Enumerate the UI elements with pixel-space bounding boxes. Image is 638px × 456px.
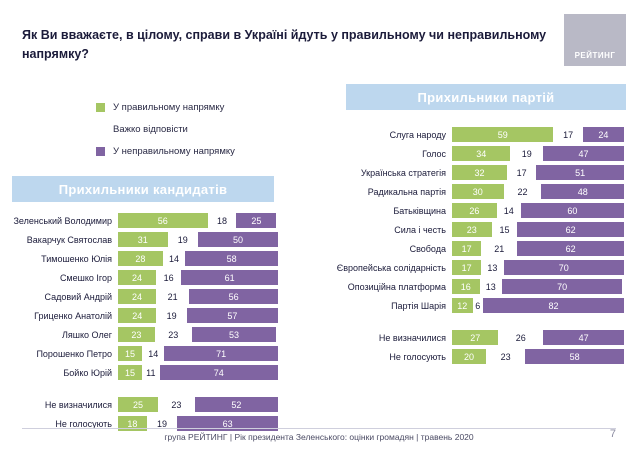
chart-row-spacer: [8, 383, 278, 396]
chart-bar-label: Сила і честь: [394, 224, 446, 235]
chart-bar-row: [8, 345, 278, 362]
chart-bar-row: [330, 202, 624, 219]
chart-bar-label: Зеленський Володимир: [13, 215, 112, 226]
chart-bar-segment: 58: [185, 251, 278, 266]
chart-bar-segment: 50: [198, 232, 278, 247]
chart-bar-row: [330, 297, 624, 314]
chart-candidates: [8, 212, 278, 434]
chart-bar-row: [330, 164, 624, 181]
chart-bar-label: Садовий Андрій: [44, 291, 112, 302]
chart-bar-segment: 47: [543, 330, 624, 345]
chart-bar-segment: 23: [158, 397, 195, 412]
chart-bar-label: Смешко Ігор: [59, 272, 112, 283]
chart-bar-stack: [118, 346, 278, 361]
chart-bar-stack: [452, 184, 624, 199]
chart-bar-label: Не голосують: [55, 418, 112, 429]
chart-bar-segment: 18: [208, 213, 237, 228]
chart-bar-stack: [118, 397, 278, 412]
chart-bar-segment: 53: [192, 327, 277, 342]
chart-bar-segment: 52: [195, 397, 278, 412]
chart-bar-segment: 13: [481, 260, 503, 275]
chart-bar-segment: 19: [156, 308, 186, 323]
chart-bar-row: [330, 183, 624, 200]
chart-bar-row: [8, 396, 278, 413]
panel-header-candidates: [12, 176, 274, 202]
chart-bar-label: Європейська солідарність: [336, 262, 446, 273]
chart-bar-stack: [118, 289, 278, 304]
chart-bar-segment: 18: [118, 416, 147, 431]
chart-bar-label: Голос: [422, 148, 446, 159]
chart-bar-label: Українська стратегія: [360, 167, 446, 178]
chart-bar-segment: 23: [452, 222, 492, 237]
panel-header-parties-label: Прихильники партій: [417, 89, 555, 105]
chart-bar-segment: 71: [164, 346, 278, 361]
chart-bar-stack: [452, 298, 624, 313]
chart-bar-label: Слуга народу: [389, 129, 446, 140]
chart-bar-row: [8, 288, 278, 305]
chart-bar-label: Партія Шарія: [391, 300, 446, 311]
chart-bar-stack: [452, 279, 624, 294]
brand-logo-text: РЕЙТИНГ: [574, 51, 616, 60]
chart-bar-segment: 30: [452, 184, 504, 199]
footer: [0, 428, 638, 448]
chart-bar-segment: 24: [118, 289, 156, 304]
chart-bar-segment: 28: [118, 251, 163, 266]
legend-swatch-icon: [96, 147, 105, 156]
chart-bar-segment: 57: [187, 308, 278, 323]
chart-bar-row: [330, 240, 624, 257]
chart-bar-segment: 62: [517, 241, 624, 256]
chart-bar-segment: 23: [486, 349, 525, 364]
chart-bar-stack: [452, 241, 624, 256]
panel-header-parties: [346, 84, 626, 110]
chart-bar-segment: 23: [118, 327, 155, 342]
chart-bar-segment: 26: [498, 330, 543, 345]
chart-bar-label: Порошенко Петро: [36, 348, 112, 359]
chart-bar-row: [330, 126, 624, 143]
chart-bar-stack: [452, 330, 624, 345]
chart-bar-label: Свобода: [409, 243, 446, 254]
chart-bar-row: [8, 269, 278, 286]
chart-bar-segment: 21: [156, 289, 189, 304]
chart-bar-segment: 15: [118, 346, 142, 361]
chart-bar-segment: 17: [553, 127, 582, 142]
chart-bar-row: [330, 221, 624, 238]
chart-bar-segment: 32: [452, 165, 507, 180]
chart-bar-stack: [452, 222, 624, 237]
chart-bar-row: [330, 145, 624, 162]
chart-bar-row: [330, 278, 624, 295]
chart-bar-label: Радикальна партія: [367, 186, 446, 197]
chart-bar-segment: 25: [236, 213, 276, 228]
chart-bar-row: [8, 364, 278, 381]
chart-bar-segment: 58: [525, 349, 624, 364]
chart-bar-segment: 60: [521, 203, 624, 218]
legend-swatch-icon: [96, 125, 105, 134]
chart-legend: [96, 96, 316, 162]
legend-item-label: У правильному напрямку: [113, 101, 225, 113]
chart-bar-stack: [118, 213, 278, 228]
chart-bar-stack: [118, 251, 278, 266]
chart-bar-row: [8, 307, 278, 324]
chart-bar-stack: [452, 146, 624, 161]
chart-bar-label: Бойко Юрій: [63, 367, 112, 378]
chart-bar-label: Не визначилися: [378, 332, 446, 343]
chart-bar-segment: 19: [168, 232, 198, 247]
page-title: Як Ви вважаєте, в цілому, справи в Україні йдуть у правильному чи неправильному напрямку?: [22, 28, 547, 61]
chart-bar-segment: 48: [541, 184, 624, 199]
chart-bar-segment: 13: [480, 279, 502, 294]
chart-bar-stack: [452, 165, 624, 180]
chart-bar-row: [8, 231, 278, 248]
chart-bar-stack: [452, 349, 624, 364]
legend-item-label: У неправильному напрямку: [113, 145, 235, 157]
chart-bar-label: Ляшко Олег: [62, 329, 112, 340]
legend-item: [96, 96, 316, 118]
chart-bar-segment: 20: [452, 349, 486, 364]
chart-bar-stack: [118, 327, 278, 342]
chart-bar-row: [8, 326, 278, 343]
chart-bar-label: Опозиційна платформа: [347, 281, 446, 292]
chart-bar-segment: 6: [473, 298, 483, 313]
chart-bar-stack: [452, 127, 624, 142]
chart-bar-label: Не голосують: [389, 351, 446, 362]
chart-bar-segment: 31: [118, 232, 168, 247]
chart-bar-segment: 16: [452, 279, 480, 294]
chart-bar-row: [330, 259, 624, 276]
chart-bar-row: [330, 329, 624, 346]
footer-divider: [22, 428, 616, 429]
chart-bar-segment: 19: [147, 416, 177, 431]
chart-bar-stack: [452, 203, 624, 218]
chart-bar-segment: 62: [517, 222, 624, 237]
chart-bar-segment: 61: [181, 270, 278, 285]
chart-bar-segment: 34: [452, 146, 510, 161]
chart-bar-segment: 59: [452, 127, 553, 142]
chart-bar-segment: 25: [118, 397, 158, 412]
chart-bar-stack: [118, 365, 278, 380]
chart-bar-row: [330, 348, 624, 365]
chart-bar-label: Тимошенко Юлія: [41, 253, 112, 264]
chart-bar-segment: 16: [156, 270, 181, 285]
chart-bar-segment: 51: [536, 165, 624, 180]
chart-bar-segment: 14: [497, 203, 521, 218]
chart-bar-label: Не визначилися: [44, 399, 112, 410]
chart-bar-segment: 17: [452, 241, 481, 256]
chart-bar-segment: 24: [118, 308, 156, 323]
page-number: 7: [609, 428, 616, 440]
chart-bar-segment: 11: [142, 365, 160, 380]
chart-bar-segment: 24: [118, 270, 156, 285]
chart-bar-segment: 15: [118, 365, 142, 380]
chart-bar-segment: 24: [583, 127, 624, 142]
panel-header-candidates-label: Прихильники кандидатів: [58, 181, 228, 197]
chart-bar-stack: [118, 270, 278, 285]
chart-bar-segment: 12: [452, 298, 473, 313]
chart-bar-segment: 47: [543, 146, 624, 161]
chart-bar-segment: 82: [483, 298, 624, 313]
chart-bar-segment: 56: [189, 289, 278, 304]
chart-bar-segment: 15: [492, 222, 518, 237]
chart-bar-segment: 22: [504, 184, 542, 199]
chart-bar-segment: 70: [502, 279, 622, 294]
chart-bar-label: Вакарчук Святослав: [26, 234, 112, 245]
legend-item-label: Важко відповісти: [113, 123, 188, 135]
chart-bar-segment: 19: [510, 146, 543, 161]
chart-bar-label: Батьківщина: [393, 205, 446, 216]
chart-bar-row: [8, 212, 278, 229]
chart-bar-segment: 21: [481, 241, 517, 256]
chart-row-spacer: [330, 316, 624, 329]
chart-bar-segment: 14: [163, 251, 185, 266]
legend-item: [96, 118, 316, 140]
chart-bar-segment: 63: [177, 416, 278, 431]
chart-bar-stack: [118, 308, 278, 323]
chart-bar-row: [8, 250, 278, 267]
chart-bar-segment: 56: [118, 213, 208, 228]
chart-bar-stack: [452, 260, 624, 275]
chart-bar-segment: 17: [507, 165, 536, 180]
legend-item: [96, 140, 316, 162]
legend-swatch-icon: [96, 103, 105, 112]
chart-bar-segment: 17: [452, 260, 481, 275]
chart-bar-label: Гриценко Анатолій: [34, 310, 112, 321]
footer-text: група РЕЙТИНГ | Рік президента Зеленського: оцінки громадян | травень 2020: [164, 432, 474, 442]
chart-bar-segment: 14: [142, 346, 164, 361]
chart-parties: [330, 126, 624, 367]
chart-bar-segment: 27: [452, 330, 498, 345]
chart-bar-segment: 70: [504, 260, 624, 275]
chart-bar-segment: 23: [155, 327, 192, 342]
chart-bar-stack: [118, 232, 278, 247]
chart-bar-segment: 74: [160, 365, 278, 380]
chart-bar-segment: 26: [452, 203, 497, 218]
brand-logo: [564, 14, 626, 66]
